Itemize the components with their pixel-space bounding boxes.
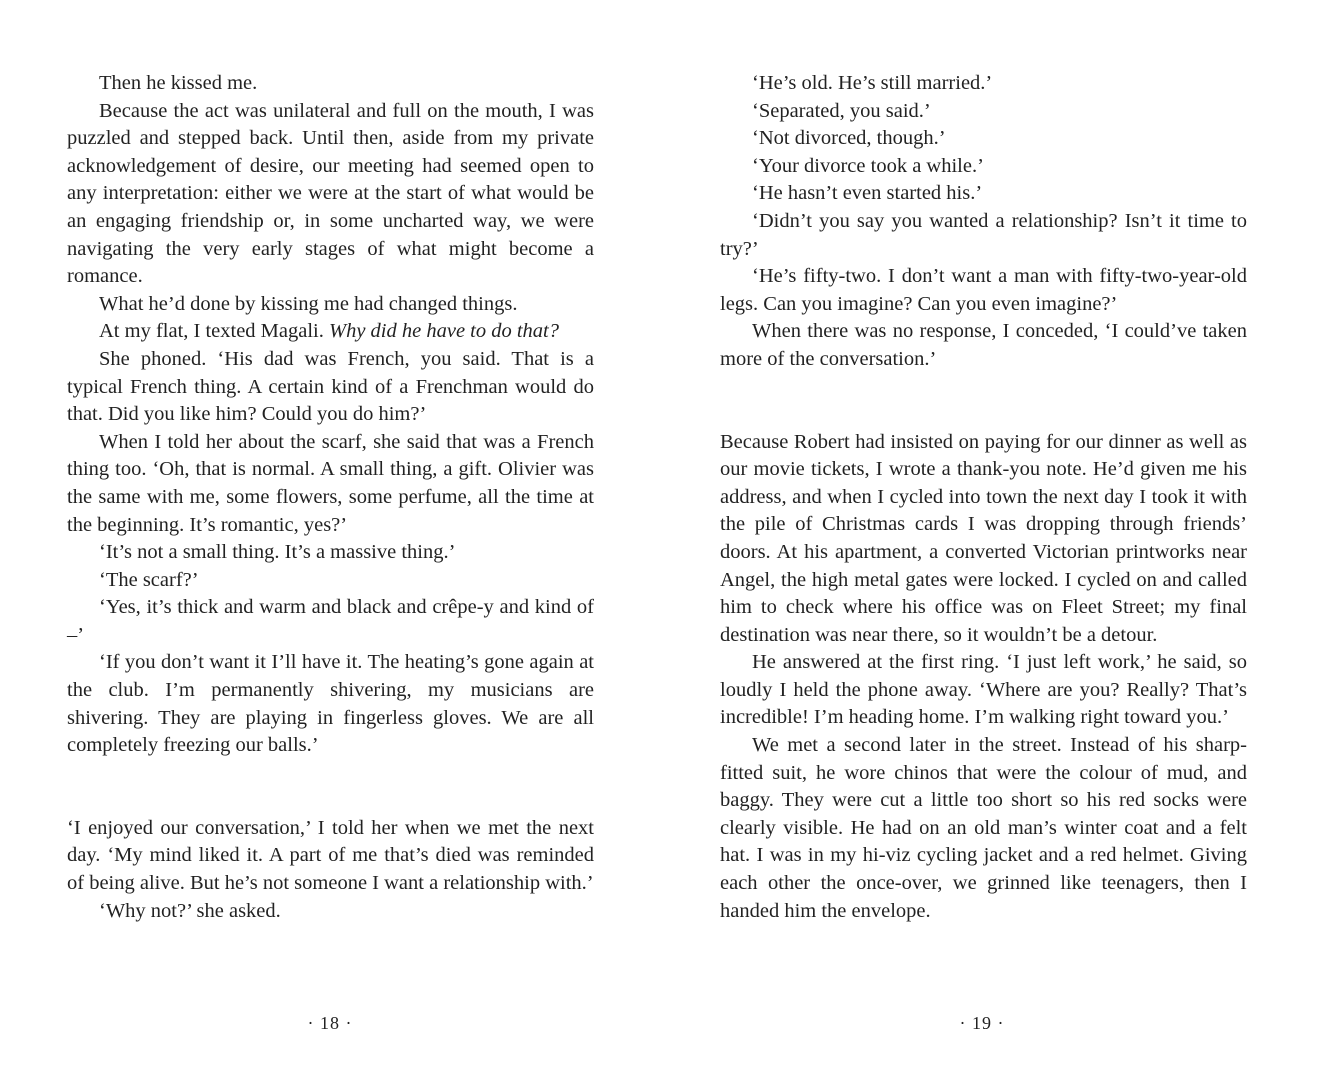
- paragraph: When there was no response, I conceded, ‘I could’ve taken more of the conversation.’: [720, 320, 1247, 370]
- italic-text-message: Why did he have to do that?: [329, 320, 560, 343]
- section-opening-paragraph: ‘I enjoyed our conversation,’ I told her when we met the next day. ‘My mind liked it. A part of me that’s died was reminded of being alive. But he’s not someone I want a relationship with.’: [67, 816, 594, 895]
- page-number-left: · 18 ·: [307, 1013, 353, 1033]
- paragraph: He answered at the first ring. ‘I just left work,’ he said, so loudly I held the phone away. ‘Where are you? Really? That’s incredible! I’m heading home. I’m walking right toward you.’: [720, 651, 1247, 729]
- paragraph: ‘He’s old. He’s still married.’: [752, 72, 993, 94]
- paragraph: ‘It’s not a small thing. It’s a massive thing.’: [99, 541, 456, 564]
- paragraph: Because the act was unilateral and full on the mouth, I was puzzled and stepped back. Until then, aside from my private acknowledgement of desire, our meeting had seemed open to any interpretation: either we were at the start of what would be an engaging friendship or, in some uncharted way, we were navigating the very early stages of what might become a romance.: [67, 99, 594, 288]
- paragraph: What he’d done by kissing me had changed things.: [99, 292, 518, 315]
- paragraph: Then he kissed me.: [99, 72, 258, 94]
- paragraph: ‘Didn’t you say you wanted a relationship? Isn’t it time to try?’: [720, 209, 1247, 260]
- paragraph: She phoned. ‘His dad was French, you said. That is a typical French thing. A certain kind of a Frenchman would do that. Did you like him? Could you do him?’: [67, 347, 594, 426]
- paragraph: ‘He hasn’t even started his.’: [752, 182, 983, 205]
- paragraph: We met a second later in the street. Instead of his sharp-fitted suit, he wore chinos that were the colour of mud, and baggy. They were cut a little too short so his red socks were clearly visible. He had on an old man’s winter coat and a felt hat. I was in my hi-viz cycling jacket and a red helmet. Giving each other the once-over, we grinned like teenagers, then I handed him the envelope.: [720, 734, 1247, 922]
- page-number-right: · 19 ·: [959, 1013, 1005, 1033]
- paragraph: ‘Your divorce took a while.’: [752, 154, 984, 177]
- paragraph: ‘Separated, you said.’: [752, 99, 931, 122]
- section-break: [67, 760, 594, 815]
- paragraph: When I told her about the scarf, she said that was a French thing too. ‘Oh, that is normal. A small thing, a gift. Olivier was the same with me, some flowers, some perfume, all the time at the beginning. It’s romantic, yes?’: [67, 430, 594, 536]
- paragraph: ‘Not divorced, though.’: [752, 127, 946, 150]
- paragraph: ‘The scarf?’: [99, 568, 199, 591]
- paragraph: ‘If you don’t want it I’ll have it. The heating’s gone again at the club. I’m permanently shivering, my musicians are shivering. They are playing in fingerless gloves. We are all completely freezing our balls.’: [67, 651, 594, 757]
- paragraph: ‘He’s fifty-two. I don’t want a man with fifty-two-year-old legs. Can you imagine? Can you even imagine?’: [720, 265, 1247, 315]
- paragraph-text-message: [67, 318, 594, 346]
- section-opening-paragraph: Because Robert had insisted on paying for our dinner as well as our movie tickets, I wrote a thank-you note. He’d given me his address, and when I cycled into town the next day I took it with the pile of Christmas cards I was dropping through friends’ doors. At his apartment, a converted Victorian printworks near Angel, the high metal gates were locked. I cycled on and called him to check where his office was on Fleet Street; my final destination was near there, so it wouldn’t be a detour.: [720, 430, 1247, 646]
- right-page: [720, 70, 1247, 925]
- paragraph: ‘Yes, it’s thick and warm and black and crêpe-y and kind of –’: [67, 596, 594, 646]
- paragraph-text: At my flat, I texted Magali.: [99, 320, 329, 343]
- section-break: [720, 374, 1247, 429]
- paragraph: ‘Why not?’ she asked.: [99, 899, 281, 922]
- left-page: [67, 70, 594, 925]
